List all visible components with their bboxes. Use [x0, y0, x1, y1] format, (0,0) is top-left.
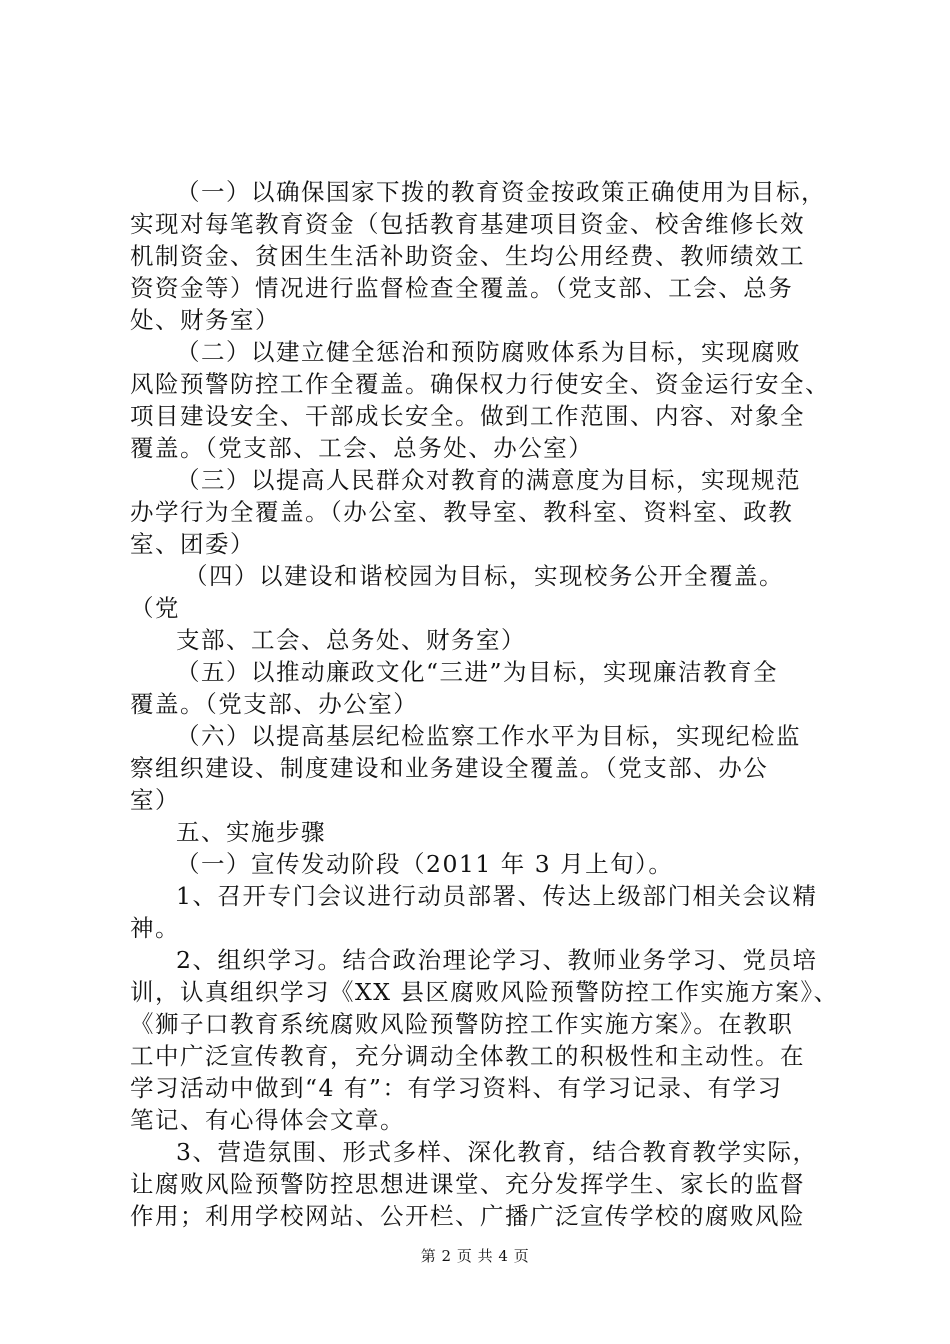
paragraph-line: （三）以提高人民群众对教育的满意度为目标，实现规范 — [176, 466, 801, 494]
paragraph-line: 作用；利用学校网站、公开栏、广播广泛宣传学校的腐败风险 — [130, 1202, 805, 1230]
paragraph-line: （五）以推动廉政文化“三进”为目标，实现廉洁教育全 — [176, 658, 779, 686]
paragraph-line: 项目建设安全、干部成长安全。做到工作范围、内容、对象全 — [130, 402, 805, 430]
paragraph-line: 处、财务室） — [130, 306, 280, 334]
paragraph-line: 让腐败风险预警防控思想进课堂、充分发挥学生、家长的监督 — [130, 1170, 805, 1198]
paragraph-line: 资资金等）情况进行监督检查全覆盖。（党支部、工会、总务 — [130, 274, 794, 302]
paragraph-line: 训，认真组织学习《XX 县区腐败风险预警防控工作实施方案》、 — [130, 978, 839, 1006]
paragraph-line: 神。 — [130, 914, 180, 942]
subsection-heading: （一）宣传发动阶段（2011 年 3 月上旬）。 — [176, 850, 674, 878]
paragraph-line: 覆盖。（党支部、工会、总务处、办公室） — [130, 434, 594, 462]
section-heading: 五、实施步骤 — [176, 818, 326, 846]
paragraph-line: 1、召开专门会议进行动员部署、传达上级部门相关会议精 — [176, 882, 818, 910]
paragraph-line: 机制资金、贫困生生活补助资金、生均公用经费、教师绩效工 — [130, 242, 805, 270]
paragraph-line: （党 — [130, 594, 180, 622]
paragraph-line: 工中广泛宣传教育，充分调动全体教工的积极性和主动性。在 — [130, 1042, 805, 1070]
paragraph-line: （四）以建设和谐校园为目标，实现校务公开全覆盖。 — [184, 562, 784, 590]
paragraph-line: （二）以建立健全惩治和预防腐败体系为目标，实现腐败 — [176, 338, 801, 366]
paragraph-line: 学习活动中做到“4 有”：有学习资料、有学习记录、有学习 — [130, 1074, 783, 1102]
paragraph-line: （六）以提高基层纪检监察工作水平为目标，实现纪检监 — [176, 722, 801, 750]
paragraph-line: 支部、工会、总务处、财务室） — [176, 626, 526, 654]
paragraph-line: 笔记、有心得体会文章。 — [130, 1106, 405, 1134]
paragraph-line: 室、团委） — [130, 530, 255, 558]
paragraph-line: 察组织建设、制度建设和业务建设全覆盖。（党支部、办公 — [130, 754, 769, 782]
paragraph-line: 《狮子口教育系统腐败风险预警防控工作实施方案》。在教职 — [130, 1010, 794, 1038]
paragraph-line: 2、组织学习。结合政治理论学习、教师业务学习、党员培 — [176, 946, 818, 974]
paragraph-line: （一）以确保国家下拨的教育资金按政策正确使用为目标， — [176, 178, 826, 206]
paragraph-line: 实现对每笔教育资金（包括教育基建项目资金、校舍维修长效 — [130, 210, 805, 238]
page-number-footer: 第 2 页 共 4 页 — [420, 1247, 530, 1265]
paragraph-line: 风险预警防控工作全覆盖。确保权力行使安全、资金运行安全、 — [130, 370, 830, 398]
paragraph-line: 3、营造氛围、形式多样、深化教育，结合教育教学实际， — [176, 1138, 818, 1166]
paragraph-line: 办学行为全覆盖。（办公室、教导室、教科室、资料室、政教 — [130, 498, 794, 526]
paragraph-line: 覆盖。（党支部、办公室） — [130, 690, 419, 718]
paragraph-line: 室） — [130, 786, 180, 814]
